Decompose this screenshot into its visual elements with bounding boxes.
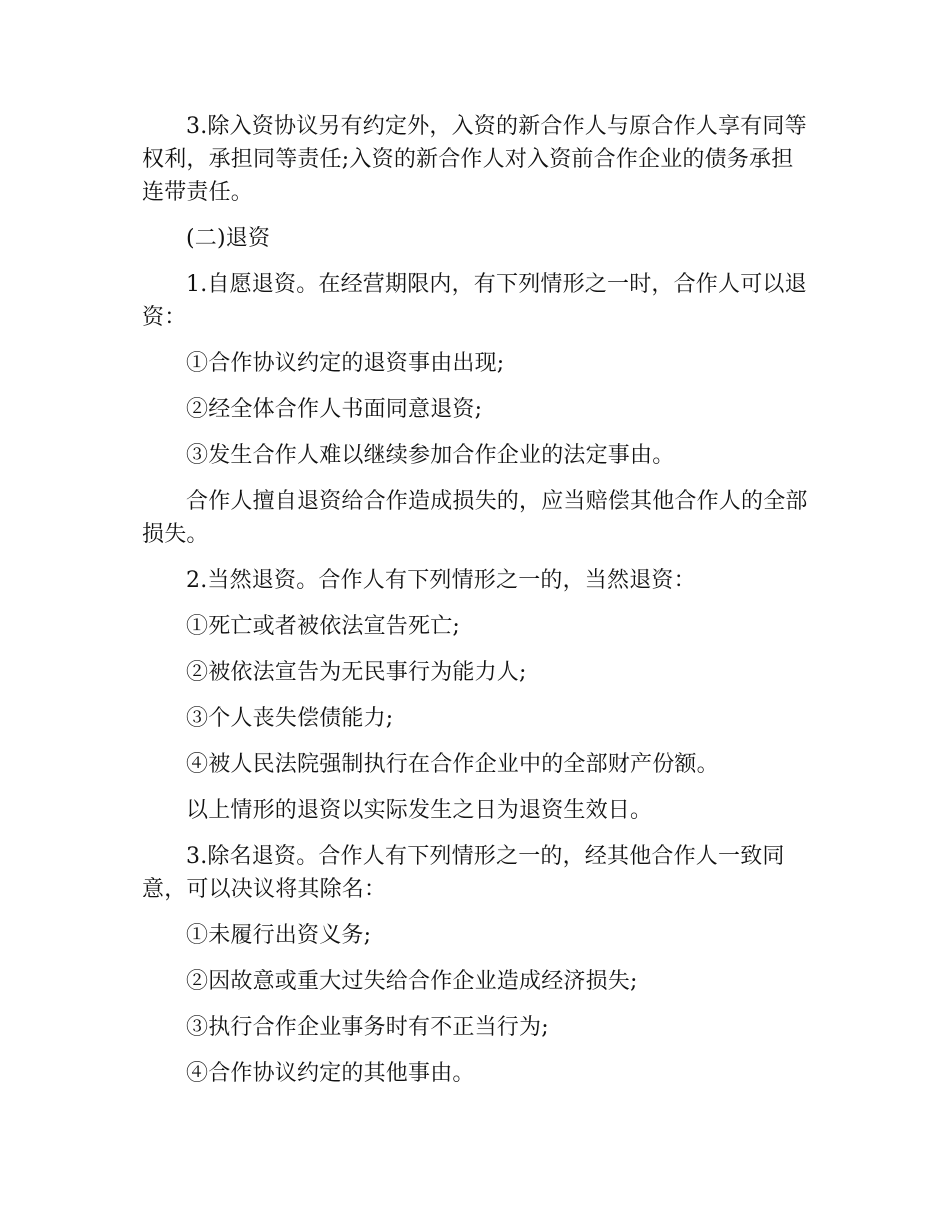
list-item: ④合作协议约定的其他事由。	[186, 1061, 475, 1086]
list-item: ②被依法宣告为无民事行为能力人;	[186, 660, 527, 685]
section-heading-withdrawal: (二)退资	[186, 226, 271, 251]
paragraph-automatic-withdrawal: 2.当然退资。合作人有下列情形之一的，当然退资：	[186, 568, 696, 593]
list-item: ①死亡或者被依法宣告死亡;	[186, 614, 461, 639]
paragraph-admission-rights: 3.除入资协议另有约定外，入资的新合作人与原合作人享有同等权利，承担同等责任;入资的新合作人对入资前合作企业的债务承担连带责任。	[142, 114, 807, 205]
list-item: ③发生合作人难以继续参加合作企业的法定事由。	[186, 443, 675, 468]
list-item: ①未履行出资义务;	[186, 923, 372, 948]
list-item: ③执行合作企业事务时有不正当行为;	[186, 1015, 549, 1040]
list-item: ③个人丧失偿债能力;	[186, 706, 394, 731]
list-item: ②经全体合作人书面同意退资;	[186, 397, 483, 422]
paragraph-effective-date: 以上情形的退资以实际发生之日为退资生效日。	[186, 798, 653, 823]
list-item: ④被人民法院强制执行在合作企业中的全部财产份额。	[186, 752, 719, 777]
list-item: ①合作协议约定的退资事由出现;	[186, 351, 505, 376]
list-item: ②因故意或重大过失给合作企业造成经济损失;	[186, 969, 638, 994]
paragraph-unauthorized-withdrawal: 合作人擅自退资给合作造成损失的，应当赔偿其他合作人的全部损失。	[142, 489, 808, 547]
paragraph-expulsion: 3.除名退资。合作人有下列情形之一的，经其他合作人一致同意，可以决议将其除名：	[142, 844, 785, 902]
document-body	[142, 110, 808, 1103]
paragraph-voluntary-withdrawal: 1.自愿退资。在经营期限内，有下列情形之一时，合作人可以退资：	[142, 272, 807, 330]
